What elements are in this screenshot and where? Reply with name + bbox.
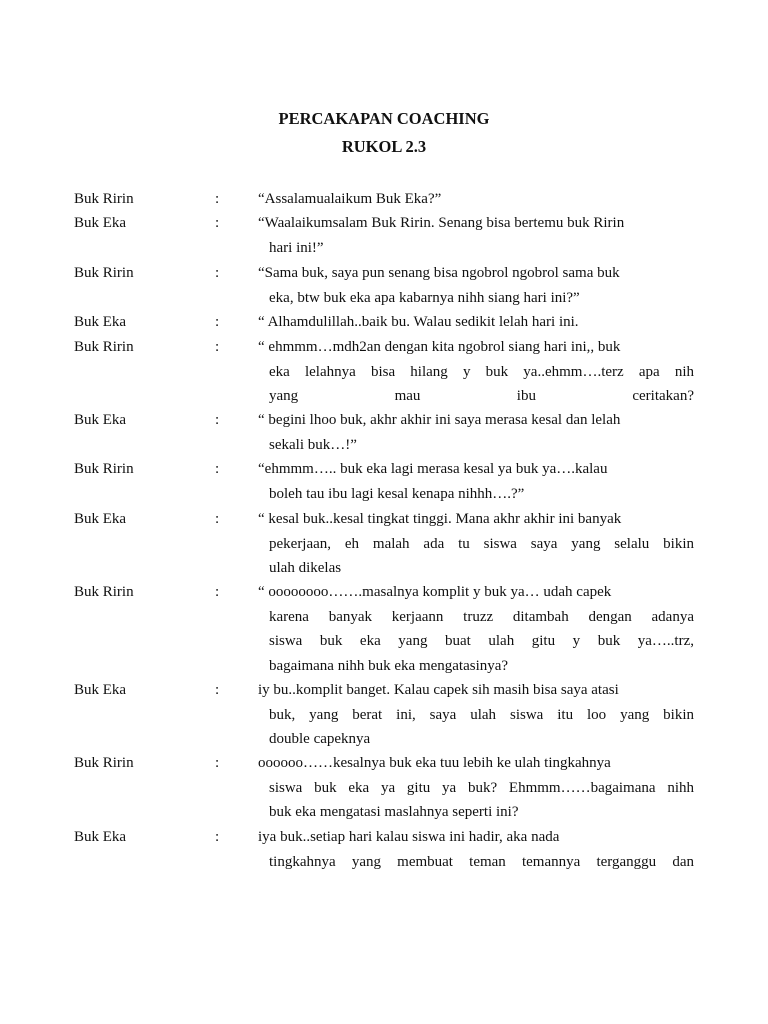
separator-colon: : [215,215,220,231]
speech-text [258,261,694,310]
speaker-name: Buk Eka [74,682,127,698]
document-subtitle [0,137,768,157]
speech-line: eka lelahnya bisa hilang y buk ya..ehmm….terz apa nih [269,363,694,380]
speech-line: oooooo……kesalnya buk eka tuu lebih ke ulah tingkahnya [258,755,611,771]
speech-text [258,678,694,752]
separator-colon: : [215,829,220,845]
separator-colon: : [215,682,220,698]
separator-colon: : [215,584,220,600]
speech-line: yang mau ibu ceritakan? [269,388,694,404]
speech-line: boleh tau ibu lagi kesal kenapa nihhh….?” [269,485,525,502]
speech-line: iy bu..komplit banget. Kalau capek sih masih bisa saya atasi [258,682,619,698]
speech-text [258,457,694,506]
separator-colon: : [215,191,220,207]
separator-colon: : [215,314,220,330]
speech-line: “ begini lhoo buk, akhr akhir ini saya merasa kesal dan lelah [258,412,621,428]
speaker-name: Buk Ririn [74,191,134,207]
speaker-name: Buk Ririn [74,339,134,355]
speech-line: “Sama buk, saya pun senang bisa ngobrol ngobrol sama buk [258,265,620,281]
speech-text [258,825,694,874]
speech-text [258,408,694,457]
speaker-name: Buk Eka [74,314,127,330]
speaker-name: Buk Ririn [74,584,134,600]
speech-line: siswa buk eka ya gitu ya buk? Ehmmm……bagaimana nihh [269,779,694,796]
speaker-name: Buk Eka [74,511,127,527]
speaker-name: Buk Ririn [74,461,134,477]
separator-colon: : [215,461,220,477]
speech-text [258,751,694,825]
speaker-name: Buk Ririn [74,265,134,281]
speech-line: buk, yang berat ini, saya ulah siswa itu loo yang bikin [269,706,694,723]
speech-text [258,335,694,409]
speech-line: eka, btw buk eka apa kabarnya nihh siang hari ini?” [269,289,580,306]
speech-text [258,580,694,678]
speech-line: “ kesal buk..kesal tingkat tinggi. Mana akhr akhir ini banyak [258,511,622,527]
separator-colon: : [215,755,220,771]
speech-line: siswa buk eka yang buat ulah gitu y buk ya…..trz, [269,633,694,649]
separator-colon: : [215,511,220,527]
speech-text [258,187,694,212]
speaker-name: Buk Eka [74,829,127,845]
speaker-name: Buk Ririn [74,755,134,771]
speech-line: buk eka mengatasi maslahnya seperti ini? [269,804,519,820]
speech-line: “Waalaikumsalam Buk Ririn. Senang bisa bertemu buk Ririn [258,215,625,231]
speech-line: “ oooooooo…….masalnya komplit y buk ya… udah capek [258,584,612,600]
speech-line: hari ini!” [269,239,324,256]
speech-line: tingkahnya yang membuat teman temannya terganggu dan [269,853,694,870]
speech-line: sekali buk…!” [269,436,357,453]
speech-line: iya buk..setiap hari kalau siswa ini hadir, aka nada [258,829,560,845]
speech-line: “ Alhamdulillah..baik bu. Walau sedikit lelah hari ini. [258,314,579,330]
speech-line: bagaimana nihh buk eka mengatasinya? [269,657,509,674]
speech-line: ulah dikelas [269,560,342,576]
speech-line: “ ehmmm…mdh2an dengan kita ngobrol siang hari ini,, buk [258,339,621,355]
speaker-name: Buk Eka [74,412,127,428]
speech-line: double capeknya [269,731,371,747]
speech-line: “ehmmm….. buk eka lagi merasa kesal ya buk ya….kalau [258,461,608,477]
speech-text [258,310,694,335]
speech-text [258,507,694,581]
subtitle-text: RUKOL 2.3 [341,137,427,156]
separator-colon: : [215,265,220,281]
separator-colon: : [215,412,220,428]
speaker-name: Buk Eka [74,215,127,231]
document-title: PERCAKAPAN COACHING [278,109,490,128]
separator-colon: : [215,339,220,355]
speech-text [258,211,694,260]
speech-line: “Assalamualaikum Buk Eka?” [258,191,442,207]
speech-line: karena banyak kerjaann truzz ditambah dengan adanya [269,608,694,625]
speech-line: pekerjaan, eh malah ada tu siswa saya yang selalu bikin [269,535,694,552]
